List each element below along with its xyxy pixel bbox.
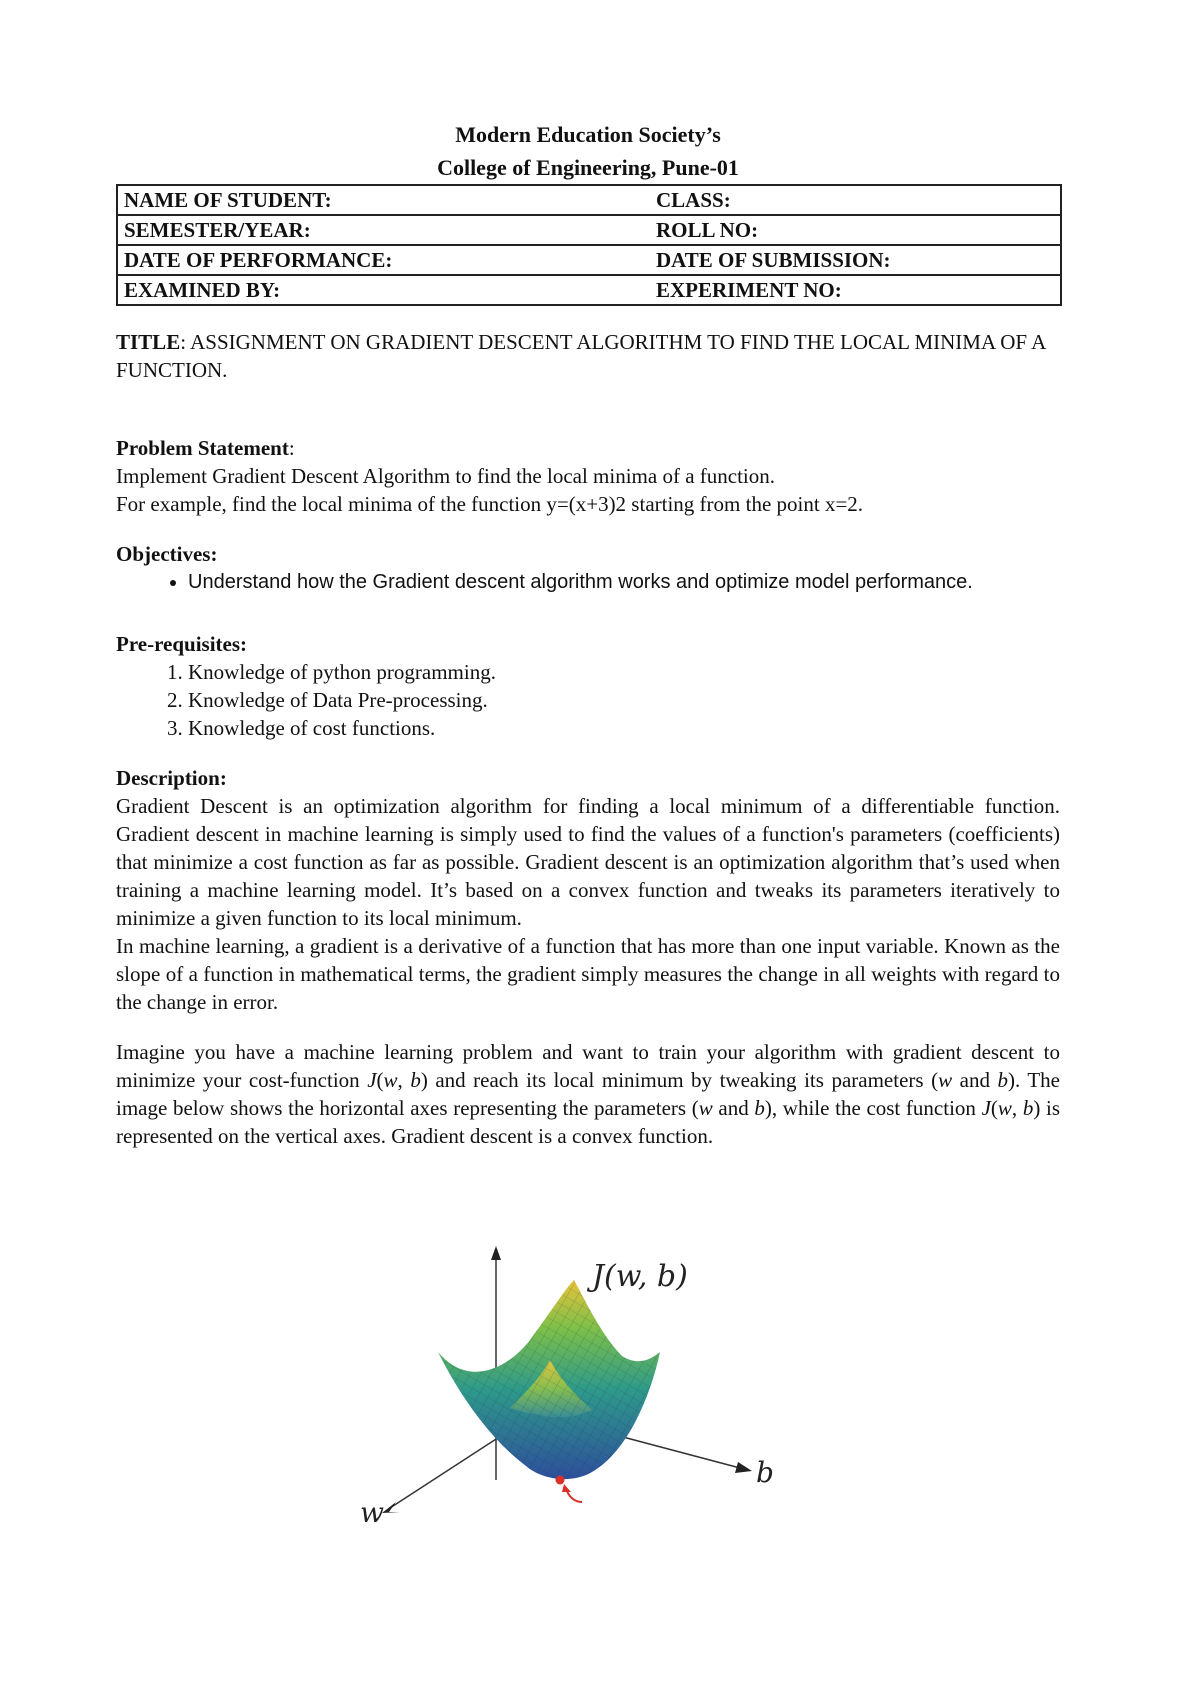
date-of-submission-cell: DATE OF SUBMISSION: <box>650 245 1061 275</box>
title-text: : ASSIGNMENT ON GRADIENT DESCENT ALGORITHM TO FIND THE LOCAL MINIMA OF A FUNCTION. <box>116 330 1046 382</box>
semester-year-cell: SEMESTER/YEAR: <box>117 215 650 245</box>
description-paragraph-3: Imagine you have a machine learning problem and want to train your algorithm with gradient descent to minimize your cost-function J(w, b) and reach its local minimum by tweaking its parameters (w and b). The image below shows the horizontal axes representing the parameters (w and b), while the cost function J(w, b) is represented on the vertical axes. Gradient descent is a convex function. <box>116 1040 1061 1148</box>
description-heading: Description: <box>116 766 227 790</box>
table-row <box>117 185 1061 215</box>
w-axis <box>390 1430 510 1508</box>
description-paragraph-1: Gradient Descent is an optimization algorithm for finding a local minimum of a differentiable function. Gradient descent in machine learning is simply used to find the values of a function's parameters (coefficients) that minimize a cost function as far as possible. Gradient descent is an optimization algorithm that’s used when training a machine learning model. It’s based on a convex function and tweaks its parameters iteratively to minimize a given function to its local minimum. <box>116 794 1060 930</box>
j-w-b-label: J(w, b) <box>592 1259 688 1294</box>
college-name: College of Engineering, Pune-01 <box>437 155 739 180</box>
table-row <box>117 275 1061 305</box>
problem-line-2: For example, find the local minima of the function y=(x+3)2 starting from the point x=2. <box>116 492 864 516</box>
objectives-list <box>116 568 1060 596</box>
roll-no-cell: ROLL NO: <box>650 215 1061 245</box>
table-row <box>117 245 1061 275</box>
problem-line-1: Implement Gradient Descent Algorithm to find the local minima of a function. <box>116 464 775 488</box>
b-axis-label: b <box>756 1456 774 1489</box>
minimum-point <box>556 1476 565 1485</box>
document-page <box>116 118 1060 1150</box>
table-row <box>117 215 1061 245</box>
date-of-performance-cell: DATE OF PERFORMANCE: <box>117 245 650 275</box>
cost-surface-figure <box>360 1240 780 1570</box>
b-axis-arrow <box>735 1462 752 1473</box>
problem-heading: Problem Statement: <box>116 436 295 460</box>
institution-name: Modern Education Society’s <box>455 122 721 147</box>
prerequisites-list <box>116 658 1060 742</box>
w-axis-label: w <box>360 1496 384 1529</box>
assignment-title <box>116 328 1060 384</box>
title-label: TITLE <box>116 330 181 354</box>
experiment-no-cell: EXPERIMENT NO: <box>650 275 1061 305</box>
list-item: 1. Knowledge of python programming. <box>188 658 1060 686</box>
vertical-axis-arrow <box>491 1246 501 1260</box>
description-paragraph-2: In machine learning, a gradient is a derivative of a function that has more than one input variable. Known as the slope of a function in mathematical terms, the gradient simply measures the change in all weights with regard to the change in error. <box>116 934 1060 1014</box>
examined-by-cell: EXAMINED BY: <box>117 275 650 305</box>
prerequisites-heading: Pre-requisites: <box>116 632 248 656</box>
objectives-heading: Objectives: <box>116 542 218 566</box>
list-item: 3. Knowledge of cost functions. <box>188 714 1060 742</box>
class-cell: CLASS: <box>650 185 1061 215</box>
name-of-student-cell: NAME OF STUDENT: <box>117 185 650 215</box>
student-info-table <box>116 184 1062 306</box>
list-item: • Understand how the Gradient descent algorithm works and optimize model performance. <box>188 568 1060 596</box>
list-item: 2. Knowledge of Data Pre-processing. <box>188 686 1060 714</box>
